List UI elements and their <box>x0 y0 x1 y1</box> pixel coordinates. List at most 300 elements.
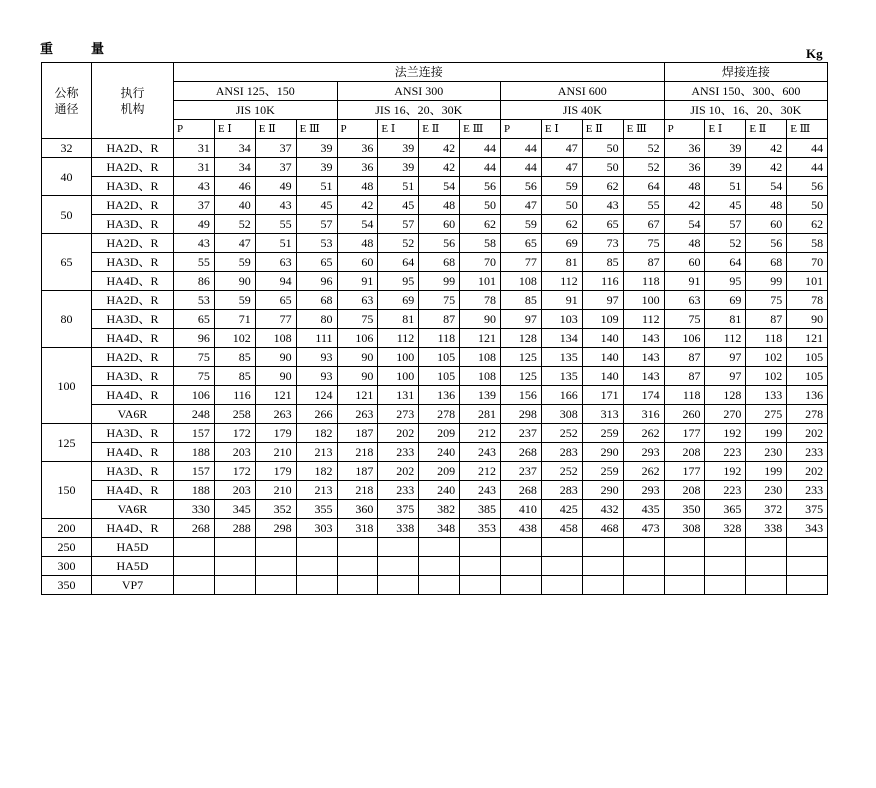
dn-header <box>42 63 92 139</box>
sub-header-cell: E Ⅰ <box>705 120 746 139</box>
weight-cell <box>296 538 337 557</box>
std-header-2-line1: ANSI 300 <box>337 82 501 101</box>
weight-cell: 345 <box>214 500 255 519</box>
weight-cell: 458 <box>541 519 582 538</box>
page-title <box>40 38 104 57</box>
weight-cell: 140 <box>582 367 623 386</box>
weight-cell: 47 <box>541 158 582 177</box>
actuator-cell: HA2D、R <box>92 348 174 367</box>
weight-cell: 308 <box>541 405 582 424</box>
weight-cell: 75 <box>623 234 664 253</box>
table-row <box>42 500 828 519</box>
weight-cell: 44 <box>787 139 828 158</box>
weight-cell: 203 <box>214 443 255 462</box>
weight-cell: 157 <box>174 424 215 443</box>
actuator-cell: VA6R <box>92 500 174 519</box>
weight-cell: 262 <box>623 462 664 481</box>
weight-cell: 47 <box>501 196 542 215</box>
weight-cell: 203 <box>214 481 255 500</box>
weight-cell: 43 <box>174 234 215 253</box>
weight-cell: 52 <box>623 139 664 158</box>
weight-cell: 52 <box>378 234 419 253</box>
weight-cell: 100 <box>623 291 664 310</box>
weight-table <box>41 62 828 595</box>
weight-cell: 248 <box>174 405 215 424</box>
weight-cell: 85 <box>214 348 255 367</box>
weight-cell: 106 <box>174 386 215 405</box>
weight-cell: 64 <box>623 177 664 196</box>
weight-cell <box>296 576 337 595</box>
weight-cell: 360 <box>337 500 378 519</box>
weight-cell: 86 <box>174 272 215 291</box>
dn-cell: 80 <box>42 291 92 348</box>
weight-cell: 99 <box>746 272 787 291</box>
weight-cell: 42 <box>337 196 378 215</box>
weight-cell: 60 <box>337 253 378 272</box>
weight-cell: 298 <box>501 405 542 424</box>
weight-cell: 68 <box>746 253 787 272</box>
weight-cell: 355 <box>296 500 337 519</box>
actuator-cell: HA2D、R <box>92 234 174 253</box>
weight-cell: 259 <box>582 462 623 481</box>
weight-cell: 199 <box>746 424 787 443</box>
weight-cell: 48 <box>337 234 378 253</box>
actuator-cell: HA4D、R <box>92 386 174 405</box>
weight-cell: 102 <box>746 367 787 386</box>
weight-cell: 54 <box>419 177 460 196</box>
weight-cell: 128 <box>501 329 542 348</box>
weight-cell: 75 <box>664 310 705 329</box>
weight-cell: 95 <box>705 272 746 291</box>
weight-cell: 303 <box>296 519 337 538</box>
weight-cell: 90 <box>787 310 828 329</box>
weight-cell: 118 <box>746 329 787 348</box>
table-row <box>42 329 828 348</box>
weight-cell: 124 <box>296 386 337 405</box>
sub-header-cell: P <box>664 120 705 139</box>
weight-cell <box>378 576 419 595</box>
weight-cell: 108 <box>460 367 501 386</box>
weight-cell: 208 <box>664 481 705 500</box>
std-header-4-line2: JIS 10、16、20、30K <box>664 101 828 120</box>
weight-cell: 65 <box>582 215 623 234</box>
weight-cell <box>664 576 705 595</box>
weight-cell <box>664 557 705 576</box>
table-row <box>42 310 828 329</box>
weight-cell: 95 <box>378 272 419 291</box>
weight-cell: 385 <box>460 500 501 519</box>
weight-cell: 50 <box>787 196 828 215</box>
weight-cell: 192 <box>705 424 746 443</box>
weight-cell: 140 <box>582 348 623 367</box>
weight-cell: 213 <box>296 481 337 500</box>
weight-cell: 268 <box>501 481 542 500</box>
weight-cell: 91 <box>664 272 705 291</box>
table-row <box>42 538 828 557</box>
weight-cell: 87 <box>419 310 460 329</box>
weight-cell: 81 <box>541 253 582 272</box>
weight-cell: 100 <box>378 348 419 367</box>
weight-cell: 273 <box>378 405 419 424</box>
weight-cell: 81 <box>705 310 746 329</box>
weight-cell: 202 <box>378 424 419 443</box>
flange-group-header: 法兰连接 <box>174 63 665 82</box>
weight-cell: 39 <box>296 158 337 177</box>
weight-cell: 59 <box>214 291 255 310</box>
weight-cell: 75 <box>337 310 378 329</box>
weight-cell: 348 <box>419 519 460 538</box>
weight-cell: 65 <box>501 234 542 253</box>
weight-cell: 68 <box>296 291 337 310</box>
sub-header-cell: E Ⅲ <box>460 120 501 139</box>
dn-cell: 32 <box>42 139 92 158</box>
sub-header-cell: E Ⅰ <box>378 120 419 139</box>
weight-cell: 111 <box>296 329 337 348</box>
weight-cell: 243 <box>460 443 501 462</box>
sub-header-cell: E Ⅱ <box>582 120 623 139</box>
weight-cell: 80 <box>296 310 337 329</box>
weight-cell: 54 <box>337 215 378 234</box>
weight-cell: 230 <box>746 481 787 500</box>
weight-cell: 36 <box>337 158 378 177</box>
weight-cell <box>337 538 378 557</box>
weight-cell: 166 <box>541 386 582 405</box>
weight-cell: 365 <box>705 500 746 519</box>
weight-cell: 118 <box>664 386 705 405</box>
weight-cell: 212 <box>460 424 501 443</box>
weight-cell: 108 <box>501 272 542 291</box>
dn-header-line2: 通径 <box>54 101 79 116</box>
weight-cell <box>174 538 215 557</box>
std-header-2-line2: JIS 16、20、30K <box>337 101 501 120</box>
weight-cell: 45 <box>705 196 746 215</box>
table-row <box>42 576 828 595</box>
actuator-cell: HA2D、R <box>92 139 174 158</box>
weight-cell: 60 <box>664 253 705 272</box>
weight-cell <box>174 557 215 576</box>
weight-cell <box>419 538 460 557</box>
actuator-cell: VA6R <box>92 405 174 424</box>
table-row <box>42 272 828 291</box>
actuator-cell: HA2D、R <box>92 291 174 310</box>
weight-cell: 240 <box>419 443 460 462</box>
weight-cell: 69 <box>541 234 582 253</box>
weight-cell: 179 <box>255 462 296 481</box>
weight-cell: 65 <box>255 291 296 310</box>
weight-cell: 108 <box>255 329 296 348</box>
weight-cell: 182 <box>296 424 337 443</box>
weight-cell: 57 <box>705 215 746 234</box>
weight-cell: 64 <box>378 253 419 272</box>
weight-cell: 230 <box>746 443 787 462</box>
sub-header-cell: E Ⅰ <box>214 120 255 139</box>
weight-cell: 121 <box>255 386 296 405</box>
weight-cell: 259 <box>582 424 623 443</box>
dn-cell: 50 <box>42 196 92 234</box>
weight-cell: 96 <box>296 272 337 291</box>
weight-cell: 87 <box>664 367 705 386</box>
table-row <box>42 139 828 158</box>
weight-cell: 48 <box>664 234 705 253</box>
weight-cell <box>501 538 542 557</box>
std-header-1-line1: ANSI 125、150 <box>174 82 338 101</box>
weight-cell: 51 <box>296 177 337 196</box>
weight-cell: 252 <box>541 424 582 443</box>
weight-cell: 316 <box>623 405 664 424</box>
weight-cell: 39 <box>705 158 746 177</box>
weight-cell: 128 <box>705 386 746 405</box>
unit-label: Kg <box>806 46 823 61</box>
weight-cell: 260 <box>664 405 705 424</box>
actuator-cell: HA4D、R <box>92 443 174 462</box>
weight-cell <box>664 538 705 557</box>
weight-cell: 57 <box>296 215 337 234</box>
weight-cell: 59 <box>541 177 582 196</box>
weight-cell <box>746 538 787 557</box>
weight-cell: 100 <box>378 367 419 386</box>
actuator-cell: HA4D、R <box>92 519 174 538</box>
weight-cell: 140 <box>582 329 623 348</box>
table-row <box>42 424 828 443</box>
weight-cell: 39 <box>705 139 746 158</box>
weight-cell: 50 <box>582 139 623 158</box>
weight-cell: 202 <box>787 424 828 443</box>
weight-cell: 44 <box>501 139 542 158</box>
weight-cell: 36 <box>664 158 705 177</box>
weight-cell: 143 <box>623 367 664 386</box>
weight-cell: 177 <box>664 462 705 481</box>
weight-cell: 42 <box>419 158 460 177</box>
weight-cell: 116 <box>214 386 255 405</box>
sub-header-cell: E Ⅱ <box>419 120 460 139</box>
weight-cell: 268 <box>174 519 215 538</box>
weight-cell: 102 <box>214 329 255 348</box>
table-row <box>42 215 828 234</box>
weight-cell: 112 <box>705 329 746 348</box>
weight-cell: 223 <box>705 443 746 462</box>
weight-cell <box>623 576 664 595</box>
weight-cell: 93 <box>296 367 337 386</box>
actuator-cell: HA3D、R <box>92 367 174 386</box>
weight-cell: 425 <box>541 500 582 519</box>
weight-cell: 293 <box>623 481 664 500</box>
weight-cell: 90 <box>214 272 255 291</box>
actuator-header-line1: 执行 <box>120 85 145 100</box>
weight-cell: 42 <box>746 139 787 158</box>
weight-cell: 438 <box>501 519 542 538</box>
weight-cell: 90 <box>337 367 378 386</box>
weight-cell: 223 <box>705 481 746 500</box>
weight-cell: 90 <box>255 348 296 367</box>
weight-cell: 37 <box>255 139 296 158</box>
weight-cell: 172 <box>214 424 255 443</box>
weight-cell: 212 <box>460 462 501 481</box>
weight-cell: 473 <box>623 519 664 538</box>
weight-cell: 85 <box>501 291 542 310</box>
weight-cell: 278 <box>787 405 828 424</box>
weight-cell: 65 <box>174 310 215 329</box>
weight-cell: 143 <box>623 348 664 367</box>
weight-cell: 133 <box>746 386 787 405</box>
weight-cell: 382 <box>419 500 460 519</box>
weight-cell: 87 <box>623 253 664 272</box>
weight-cell: 105 <box>419 367 460 386</box>
table-row <box>42 234 828 253</box>
weight-cell: 174 <box>623 386 664 405</box>
weight-cell: 172 <box>214 462 255 481</box>
sub-header-cell: E Ⅲ <box>623 120 664 139</box>
actuator-header-line2: 机构 <box>120 101 145 116</box>
weight-cell: 60 <box>419 215 460 234</box>
sub-header-cell: P <box>337 120 378 139</box>
weight-cell: 50 <box>582 158 623 177</box>
weight-cell: 69 <box>705 291 746 310</box>
weight-cell: 213 <box>296 443 337 462</box>
weight-cell: 59 <box>501 215 542 234</box>
std-header-1-line2: JIS 10K <box>174 101 338 120</box>
weight-cell: 352 <box>255 500 296 519</box>
actuator-cell: HA5D <box>92 538 174 557</box>
weight-cell: 192 <box>705 462 746 481</box>
weight-cell: 275 <box>746 405 787 424</box>
weight-cell: 62 <box>582 177 623 196</box>
table-row <box>42 196 828 215</box>
weight-cell: 48 <box>746 196 787 215</box>
weight-cell <box>501 576 542 595</box>
weight-cell: 58 <box>460 234 501 253</box>
weight-cell: 44 <box>460 139 501 158</box>
sub-header-cell: P <box>174 120 215 139</box>
weight-cell <box>746 576 787 595</box>
weight-cell: 37 <box>255 158 296 177</box>
weight-cell: 75 <box>174 348 215 367</box>
weight-cell: 432 <box>582 500 623 519</box>
weight-cell: 343 <box>787 519 828 538</box>
weight-cell: 233 <box>378 481 419 500</box>
weight-cell: 94 <box>255 272 296 291</box>
weight-cell <box>582 538 623 557</box>
weight-cell: 202 <box>378 462 419 481</box>
weight-cell: 62 <box>787 215 828 234</box>
weight-cell: 208 <box>664 443 705 462</box>
weight-cell: 435 <box>623 500 664 519</box>
weight-cell: 54 <box>664 215 705 234</box>
weight-cell: 44 <box>501 158 542 177</box>
weight-cell: 31 <box>174 158 215 177</box>
weight-cell: 375 <box>378 500 419 519</box>
weight-cell <box>705 557 746 576</box>
weight-cell: 210 <box>255 443 296 462</box>
weight-cell <box>174 576 215 595</box>
weight-cell: 139 <box>460 386 501 405</box>
weight-cell: 266 <box>296 405 337 424</box>
weight-cell: 97 <box>501 310 542 329</box>
weight-cell: 318 <box>337 519 378 538</box>
weight-cell: 45 <box>296 196 337 215</box>
weight-cell: 48 <box>419 196 460 215</box>
weight-cell <box>337 557 378 576</box>
weight-cell: 288 <box>214 519 255 538</box>
weight-cell: 101 <box>460 272 501 291</box>
weight-cell: 43 <box>255 196 296 215</box>
weight-cell: 63 <box>664 291 705 310</box>
header-row-groups <box>42 63 828 82</box>
weight-cell: 202 <box>787 462 828 481</box>
weight-cell: 52 <box>623 158 664 177</box>
weight-cell: 50 <box>541 196 582 215</box>
table-row <box>42 291 828 310</box>
actuator-cell: HA2D、R <box>92 196 174 215</box>
weight-cell: 87 <box>746 310 787 329</box>
weight-cell: 237 <box>501 462 542 481</box>
weight-cell: 60 <box>746 215 787 234</box>
actuator-cell: HA3D、R <box>92 424 174 443</box>
weight-cell: 77 <box>501 253 542 272</box>
weight-cell: 48 <box>337 177 378 196</box>
weight-cell: 97 <box>705 367 746 386</box>
weight-cell: 39 <box>378 158 419 177</box>
weight-cell: 252 <box>541 462 582 481</box>
weight-cell <box>746 557 787 576</box>
weight-cell: 108 <box>460 348 501 367</box>
weight-cell: 143 <box>623 329 664 348</box>
weight-cell: 372 <box>746 500 787 519</box>
weight-cell: 237 <box>501 424 542 443</box>
weight-cell <box>623 557 664 576</box>
weight-cell: 199 <box>746 462 787 481</box>
actuator-cell: HA4D、R <box>92 329 174 348</box>
table-row <box>42 481 828 500</box>
weight-cell: 218 <box>337 443 378 462</box>
weight-cell: 112 <box>378 329 419 348</box>
dn-cell: 200 <box>42 519 92 538</box>
weight-cell: 106 <box>664 329 705 348</box>
weight-cell: 243 <box>460 481 501 500</box>
weight-cell: 85 <box>582 253 623 272</box>
weight-cell: 36 <box>664 139 705 158</box>
actuator-cell: VP7 <box>92 576 174 595</box>
weight-cell: 75 <box>419 291 460 310</box>
weight-cell: 121 <box>460 329 501 348</box>
weight-cell: 270 <box>705 405 746 424</box>
weight-cell: 353 <box>460 519 501 538</box>
actuator-cell: HA3D、R <box>92 310 174 329</box>
table-row <box>42 253 828 272</box>
weight-cell: 63 <box>337 291 378 310</box>
table-row <box>42 405 828 424</box>
weight-cell: 56 <box>419 234 460 253</box>
actuator-cell: HA4D、R <box>92 481 174 500</box>
weight-cell: 298 <box>255 519 296 538</box>
weight-cell: 51 <box>255 234 296 253</box>
actuator-cell: HA5D <box>92 557 174 576</box>
sub-header-cell: E Ⅰ <box>541 120 582 139</box>
weight-cell: 75 <box>746 291 787 310</box>
weight-cell: 52 <box>705 234 746 253</box>
weight-cell: 67 <box>623 215 664 234</box>
weight-cell: 187 <box>337 462 378 481</box>
weight-cell: 171 <box>582 386 623 405</box>
weight-cell: 179 <box>255 424 296 443</box>
weight-cell: 49 <box>174 215 215 234</box>
weight-cell: 53 <box>296 234 337 253</box>
weight-cell: 109 <box>582 310 623 329</box>
weight-cell: 121 <box>337 386 378 405</box>
weight-cell: 52 <box>214 215 255 234</box>
weight-cell: 136 <box>419 386 460 405</box>
weight-cell: 39 <box>378 139 419 158</box>
weight-cell: 105 <box>419 348 460 367</box>
